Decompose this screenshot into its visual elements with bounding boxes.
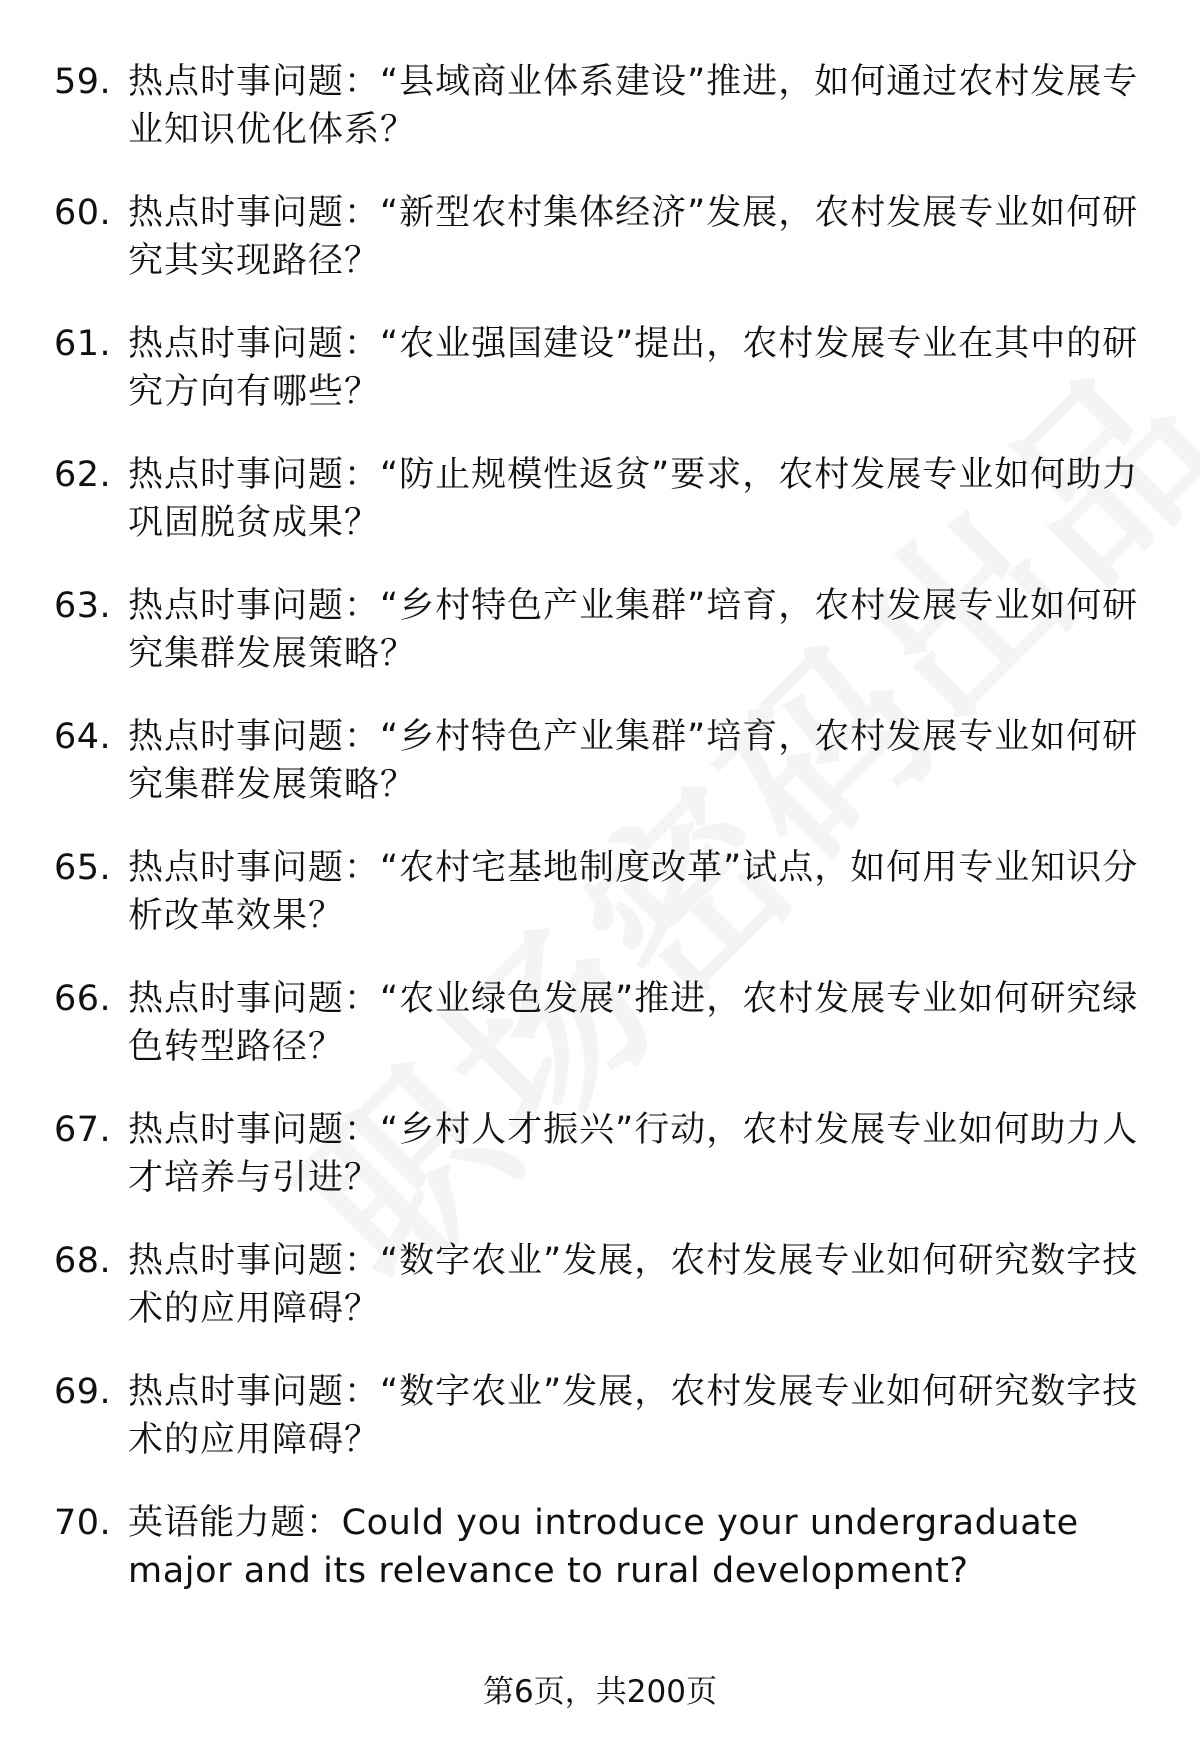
question-number: 61. <box>54 324 112 364</box>
question-number: 70. <box>54 1503 112 1543</box>
question-list <box>54 58 1154 1595</box>
question-text: 热点时事问题：“县域商业体系建设”推进，如何通过农村发展专业知识优化体系？ <box>128 62 1139 150</box>
question-number: 64. <box>54 717 112 757</box>
question-item <box>54 451 1154 547</box>
question-item <box>54 582 1154 678</box>
question-number: 65. <box>54 848 112 888</box>
question-number: 69. <box>54 1372 112 1412</box>
question-text: 热点时事问题：“乡村特色产业集群”培育，农村发展专业如何研究集群发展策略？ <box>128 717 1139 805</box>
question-item <box>54 320 1154 416</box>
question-text: 热点时事问题：“乡村人才振兴”行动，农村发展专业如何助力人才培养与引进？ <box>128 1110 1139 1198</box>
question-text: 热点时事问题：“乡村特色产业集群”培育，农村发展专业如何研究集群发展策略？ <box>128 586 1139 674</box>
question-text: 热点时事问题：“数字农业”发展，农村发展专业如何研究数字技术的应用障碍？ <box>128 1241 1139 1329</box>
question-item <box>54 1106 1154 1202</box>
question-text: 热点时事问题：“农业强国建设”提出，农村发展专业在其中的研究方向有哪些？ <box>128 324 1139 412</box>
question-number: 67. <box>54 1110 112 1150</box>
question-item <box>54 189 1154 285</box>
question-item <box>54 975 1154 1071</box>
question-text: 热点时事问题：“农村宅基地制度改革”试点，如何用专业知识分析改革效果？ <box>128 848 1139 936</box>
question-text: 英语能力题：Could you introduce your undergraduate major and its relevance to rural development? <box>128 1503 1079 1591</box>
question-number: 60. <box>54 193 112 233</box>
question-number: 68. <box>54 1241 112 1281</box>
question-item <box>54 1499 1154 1595</box>
question-item <box>54 844 1154 940</box>
question-number: 63. <box>54 586 112 626</box>
question-number: 59. <box>54 62 112 102</box>
question-item <box>54 1368 1154 1464</box>
question-text: 热点时事问题：“新型农村集体经济”发展，农村发展专业如何研究其实现路径？ <box>128 193 1139 281</box>
question-number: 66. <box>54 979 112 1019</box>
page-footer: 第6页，共200页 <box>483 1674 717 1710</box>
question-item <box>54 58 1154 154</box>
question-item <box>54 1237 1154 1333</box>
question-item <box>54 713 1154 809</box>
question-text: 热点时事问题：“防止规模性返贫”要求，农村发展专业如何助力巩固脱贫成果？ <box>128 455 1139 543</box>
question-text: 热点时事问题：“数字农业”发展，农村发展专业如何研究数字技术的应用障碍？ <box>128 1372 1139 1460</box>
question-text: 热点时事问题：“农业绿色发展”推进，农村发展专业如何研究绿色转型路径？ <box>128 979 1139 1067</box>
question-number: 62. <box>54 455 112 495</box>
